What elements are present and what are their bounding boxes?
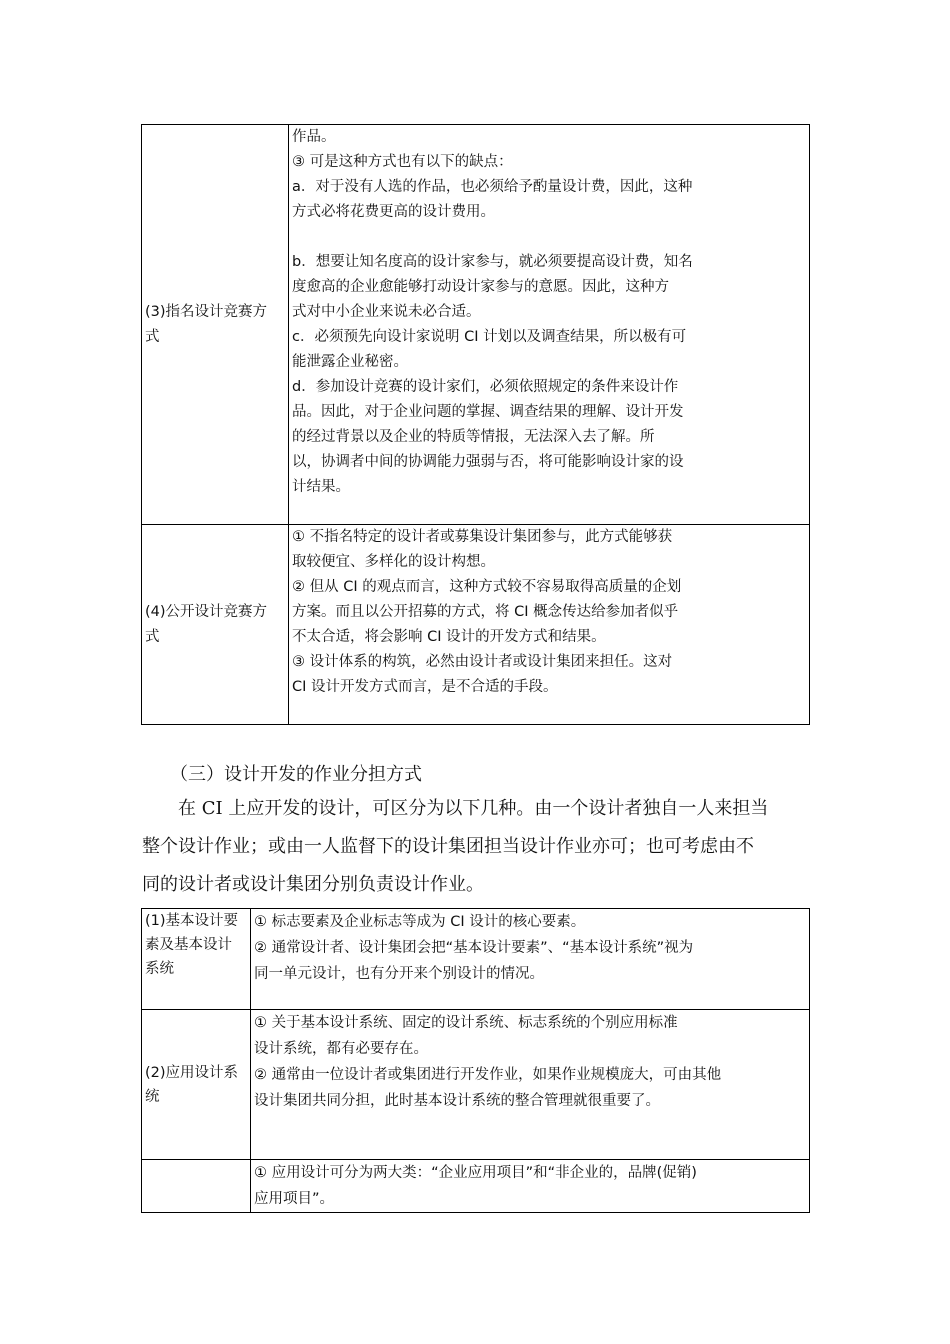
content-line: CI 设计开发方式而言，是不合适的手段。 — [292, 679, 558, 695]
content-line: a．对于没有人选的作品，也必须给予酌量设计费，因此，这种 — [292, 179, 693, 195]
row-label-line: 素及基本设计 — [145, 937, 232, 953]
content-line: 以，协调者中间的协调能力强弱与否，将可能影响设计家的设 — [292, 454, 684, 470]
row-label-line: 式 — [145, 628, 160, 645]
row-label-line: (4)公开设计竞赛方 — [145, 603, 268, 620]
content-line: ② 通常由一位设计者或集团进行开发作业，如果作业规模庞大，可由其他 — [254, 1067, 722, 1083]
table-row — [142, 909, 810, 1010]
row-content-cell — [251, 909, 810, 1010]
content-line: d．参加设计竞赛的设计家们，必须依照规定的条件来设计作 — [292, 379, 679, 395]
design-competition-table — [141, 124, 810, 725]
row-label-line: (1)基本设计要 — [145, 913, 239, 929]
content-line: ① 应用设计可分为两大类：“企业应用项目”和“非企业的，品牌(促销) — [254, 1165, 697, 1181]
content-line: ③ 设计体系的构筑，必然由设计者或设计集团来担任。这对 — [292, 654, 673, 670]
content-line: 计结果。 — [292, 479, 350, 495]
row-content-cell — [289, 525, 810, 725]
content-line: 的经过背景以及企业的特质等情报，无法深入去了解。所 — [292, 429, 655, 445]
content-line: ① 标志要素及企业标志等成为 CI 设计的核心要素。 — [254, 914, 586, 930]
content-line: ② 但从 CI 的观点而言，这种方式较不容易取得高质量的企划 — [292, 579, 682, 595]
row-label-line: 式 — [145, 328, 160, 345]
row-label-cell — [142, 1010, 251, 1160]
row-label-line: 统 — [145, 1088, 160, 1105]
content-line: 不太合适，将会影响 CI 设计的开发方式和结果。 — [292, 629, 606, 645]
content-line: 度愈高的企业愈能够打动设计家参与的意愿。因此，这种方 — [292, 279, 669, 295]
row-label-cell — [142, 1160, 251, 1213]
row-label-line: (3)指名设计竞赛方 — [145, 303, 268, 320]
row-label-cell — [142, 125, 289, 525]
body-paragraph-line: 同的设计者或设计集团分别负责设计作业。 — [142, 874, 484, 895]
work-division-table — [141, 908, 810, 1213]
content-line: 应用项目”。 — [254, 1191, 335, 1207]
table-row — [142, 125, 810, 525]
table-row — [142, 525, 810, 725]
content-line: 设计集团共同分担，此时基本设计系统的整合管理就很重要了。 — [254, 1093, 660, 1109]
row-label-line: 系统 — [145, 961, 174, 977]
content-line: b．想要让知名度高的设计家参与，就必须要提高设计费，知名 — [292, 254, 693, 270]
table-row — [142, 1160, 810, 1213]
content-line: 取较便宜、多样化的设计构想。 — [292, 554, 495, 570]
row-content-cell — [289, 125, 810, 525]
row-content-cell — [251, 1160, 810, 1213]
row-label-line: (2)应用设计系 — [145, 1064, 239, 1081]
content-line: 能泄露企业秘密。 — [292, 354, 408, 370]
body-paragraph-line: 整个设计作业；或由一人监督下的设计集团担当设计作业亦可；也可考虑由不 — [142, 836, 754, 857]
content-line: 同一单元设计，也有分开来个别设计的情况。 — [254, 966, 544, 982]
section-heading: （三）设计开发的作业分担方式 — [170, 764, 422, 785]
spacer — [292, 225, 809, 250]
row-content-cell — [251, 1010, 810, 1160]
content-line: ③ 可是这种方式也有以下的缺点： — [292, 154, 513, 170]
content-line: 品。因此，对于企业问题的掌握、调查结果的理解、设计开发 — [292, 404, 684, 420]
row-label-cell — [142, 909, 251, 1010]
content-line: ① 不指名特定的设计者或募集设计集团参与，此方式能够获 — [292, 529, 673, 545]
content-line: 方案。而且以公开招募的方式，将 CI 概念传达给参加者似乎 — [292, 604, 679, 620]
content-line: 方式必将花费更高的设计费用。 — [292, 204, 495, 220]
body-paragraph-line: 在 CI 上应开发的设计，可区分为以下几种。由一个设计者独自一人来担当 — [178, 798, 769, 819]
content-line: 作品。 — [292, 129, 336, 145]
content-line: ① 关于基本设计系统、固定的设计系统、标志系统的个别应用标准 — [254, 1015, 678, 1031]
table-row — [142, 1010, 810, 1160]
row-label-cell — [142, 525, 289, 725]
content-line: c．必须预先向设计家说明 CI 计划以及调查结果，所以极有可 — [292, 329, 687, 345]
content-line: ② 通常设计者、设计集团会把“基本设计要素”、“基本设计系统”视为 — [254, 940, 694, 956]
content-line: 设计系统，都有必要存在。 — [254, 1041, 428, 1057]
content-line: 式对中小企业来说未必合适。 — [292, 304, 481, 320]
